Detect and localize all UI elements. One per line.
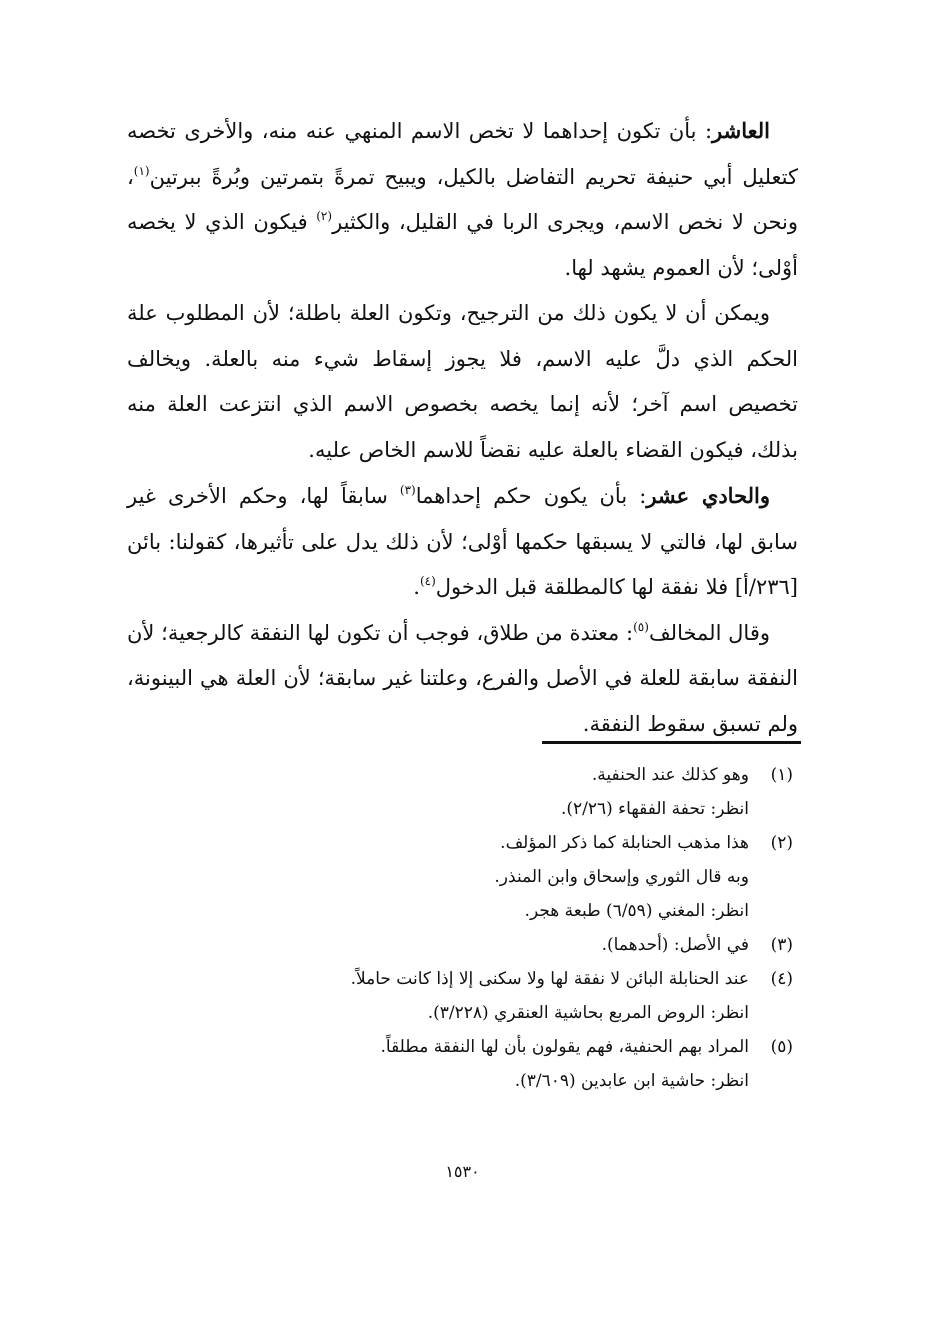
footnote-line: انظر: تحفة الفقهاء (٢/٢٦). bbox=[560, 799, 749, 819]
footnotes bbox=[127, 758, 793, 1098]
footnote-ref: (٣) bbox=[399, 483, 416, 497]
footnote-ref: (٤) bbox=[419, 574, 436, 588]
page-number: ١٥٣٠ bbox=[445, 1162, 480, 1181]
footnote-body bbox=[127, 962, 749, 1030]
paragraph-text: وقال المخالف bbox=[648, 620, 770, 645]
footnote-line: هذا مذهب الحنابلة كما ذكر المؤلف. bbox=[500, 833, 749, 853]
footnote-line: انظر: الروض المربع بحاشية العنقري (٣/٢٢٨). bbox=[427, 1003, 749, 1023]
paragraph-lead: والحادي عشر bbox=[646, 483, 771, 508]
footnote-5 bbox=[127, 1030, 793, 1098]
paragraph-3 bbox=[127, 473, 798, 611]
paragraph-text: فيكون الذي لا يخصه أوْلى؛ لأن العموم يشهد لها. bbox=[127, 210, 798, 280]
paragraph-text: سابقاً لها، وحكم الأخرى غير سابق لها، فالتي لا يسبقها حكمها أوْلى؛ لأن ذلك يدل على تأثيرها، كقولنا: بائن [٢٣٦/أ] فلا نفقة لها كالمطلقة قبل الدخول bbox=[127, 484, 798, 599]
footnote-line: وبه قال الثوري وإسحاق وابن المنذر. bbox=[494, 867, 749, 887]
footnote-number: (٣) bbox=[770, 935, 793, 955]
paragraph-text: : بأن تكون إحداهما لا تخص الاسم المنهي عنه منه، والأخرى تخصه كتعليل أبي حنيفة تحريم التفاضل بالكيل، ويبيح تمرةً بتمرتين وبُرةً ببرتين bbox=[127, 119, 798, 189]
paragraph-2 bbox=[127, 291, 798, 473]
paragraph-text: : معتدة من طلاق، فوجب أن تكون لها النفقة كالرجعية؛ لأن النفقة سابقة للعلة في الأصل والفرع، وعلتنا غير سابقة؛ لأن العلة هي البينونة، ولم تسبق سقوط النفقة. bbox=[127, 620, 798, 736]
footnote-1 bbox=[127, 758, 793, 826]
footnote-number: (١) bbox=[770, 765, 793, 785]
footnote-line: وهو كذلك عند الحنفية. bbox=[591, 765, 749, 785]
footnote-body bbox=[127, 1030, 749, 1098]
footnote-body bbox=[127, 826, 749, 928]
footnote-4 bbox=[127, 962, 793, 1030]
paragraph-lead: العاشر bbox=[712, 118, 770, 143]
paragraph-text: ، ونحن لا نخص الاسم، ويجرى الربا في القليل، والكثير bbox=[127, 164, 798, 234]
footnote-ref: (٥) bbox=[633, 619, 649, 634]
paragraph-text: . bbox=[413, 575, 420, 599]
paragraph-text: : بأن يكون حكم إحداهما bbox=[415, 484, 647, 508]
footnote-number: (٥) bbox=[770, 1037, 793, 1057]
footnote-number: (٤) bbox=[770, 969, 793, 989]
footnote-2 bbox=[127, 826, 793, 928]
footnote-3 bbox=[127, 928, 793, 962]
footnote-line: انظر: حاشية ابن عابدين (٣/٦٠٩). bbox=[514, 1071, 749, 1091]
paragraph-4 bbox=[127, 611, 798, 748]
footnote-line: عند الحنابلة البائن لا نفقة لها ولا سكنى إلا إذا كانت حاملاً. bbox=[350, 969, 749, 989]
footnote-ref: (٢) bbox=[316, 209, 333, 223]
footnote-body bbox=[127, 758, 749, 826]
paragraph-text: ويمكن أن لا يكون ذلك من الترجيح، وتكون العلة باطلة؛ لأن المطلوب علة الحكم الذي دلَّ عليه الاسم، فلا يجوز إسقاط شيء منه بالعلة. ويخالف تخصيص اسم آخر؛ لأنه إنما يخصه بخصوص الاسم الذي انتزعت العلة منه بذلك، فيكون القضاء بالعلة عليه نقضاً للاسم الخاص عليه. bbox=[127, 301, 798, 462]
footnote-line: المراد بهم الحنفية، فهم يقولون بأن لها النفقة مطلقاً. bbox=[380, 1037, 749, 1057]
main-text bbox=[127, 108, 798, 747]
footnote-ref: (١) bbox=[133, 163, 150, 178]
footnote-separator bbox=[542, 741, 801, 744]
footnote-body bbox=[127, 928, 749, 962]
footnote-line: في الأصل: (أحدهما). bbox=[601, 935, 749, 955]
paragraph-1 bbox=[127, 108, 798, 291]
footnote-number: (٢) bbox=[770, 833, 793, 853]
footnote-line: انظر: المغني (٦/٥٩) طبعة هجر. bbox=[524, 901, 749, 921]
